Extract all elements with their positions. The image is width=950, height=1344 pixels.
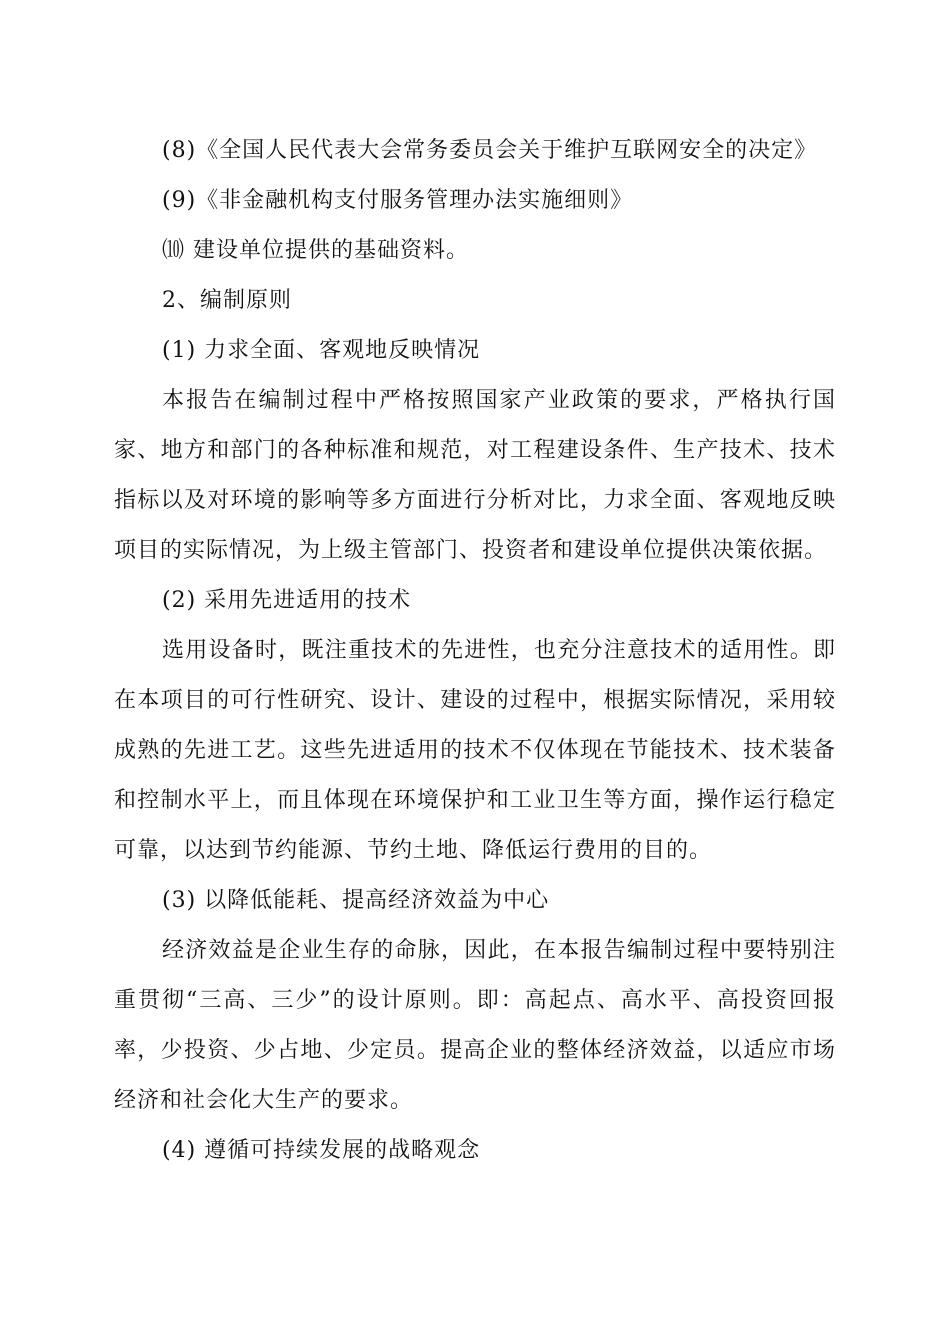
principle-paragraph-1: 本报告在编制过程中严格按照国家产业政策的要求，严格执行国家、地方和部门的各种标准和规范，对工程建设条件、生产技术、技术指标以及对环境的影响等多方面进行分析对比，力求全面、客观地反映项目的实际情况，为上级主管部门、投资者和建设单位提供决策依据。 [114, 388, 836, 563]
principle-paragraph-3: 经济效益是企业生存的命脉，因此，在本报告编制过程中要特别注重贯彻“三高、三少”的设计原则。即：高起点、高水平、高投资回报率，少投资、少占地、少定员。提高企业的整体经济效益，以适应市场经济和社会化大生产的要求。 [114, 938, 836, 1113]
reference-item-10: ⑽ 建设单位提供的基础资料。 [162, 238, 469, 263]
principle-paragraph-2: 选用设备时，既注重技术的先进性，也充分注意技术的适用性。即在本项目的可行性研究、设计、建设的过程中，根据实际情况，采用较成熟的先进工艺。这些先进适用的技术不仅体现在节能技术、技术装备和控制水平上，而且体现在环境保护和工业卫生等方面，操作运行稳定可靠，以达到节约能源、节约土地、降低运行费用的目的。 [114, 638, 836, 863]
principle-heading-2: (2) 采用先进适用的技术 [162, 588, 412, 613]
principle-heading-3: (3) 以降低能耗、提高经济效益为中心 [162, 888, 550, 913]
reference-item-8: (8)《全国人民代表大会常务委员会关于维护互联网安全的决定》 [162, 138, 818, 163]
principle-heading-1: (1) 力求全面、客观地反映情况 [162, 338, 481, 363]
reference-item-9: (9)《非金融机构支付服务管理办法实施细则》 [162, 188, 634, 213]
principle-heading-4: (4) 遵循可持续发展的战略观念 [162, 1138, 481, 1163]
section-heading-principles: 2、编制原则 [162, 288, 292, 313]
document-body [114, 126, 836, 1176]
